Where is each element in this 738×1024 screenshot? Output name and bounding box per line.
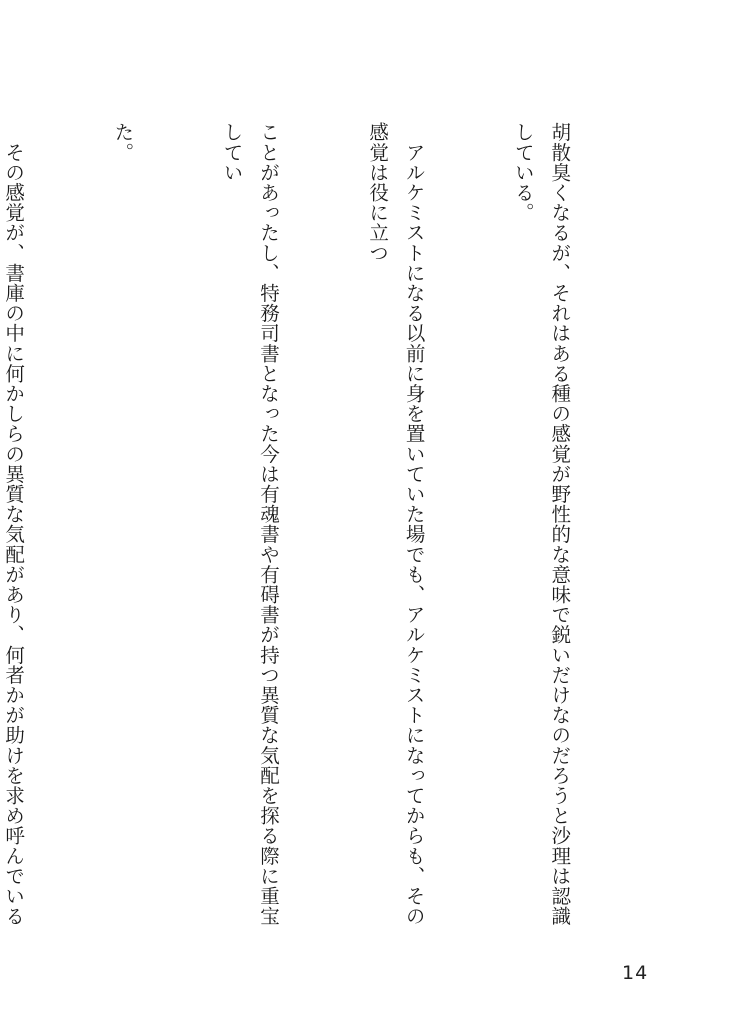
text-line: ことがあったし、特務司書となった今は有魂書や有碍書が持つ異質な気配を探る際に重宝してい bbox=[220, 122, 280, 926]
page-number: 14 bbox=[622, 962, 649, 984]
text-line: アルケミストになる以前に身を置いていた場でも、アルケミストになってからも、その感覚は役に立つ bbox=[366, 122, 426, 926]
text-line: その感覚が、書庫の中に何かしらの異質な気配があり、何者かが助けを求め呼んでいる bbox=[2, 142, 26, 926]
text-line: 胡散臭くなるが、それはある種の感覚が野性的な意味で鋭いだけなのだろうと沙理は認識している。 bbox=[511, 122, 572, 926]
text-line: た。 bbox=[111, 122, 135, 163]
vertical-text-body bbox=[0, 122, 650, 942]
